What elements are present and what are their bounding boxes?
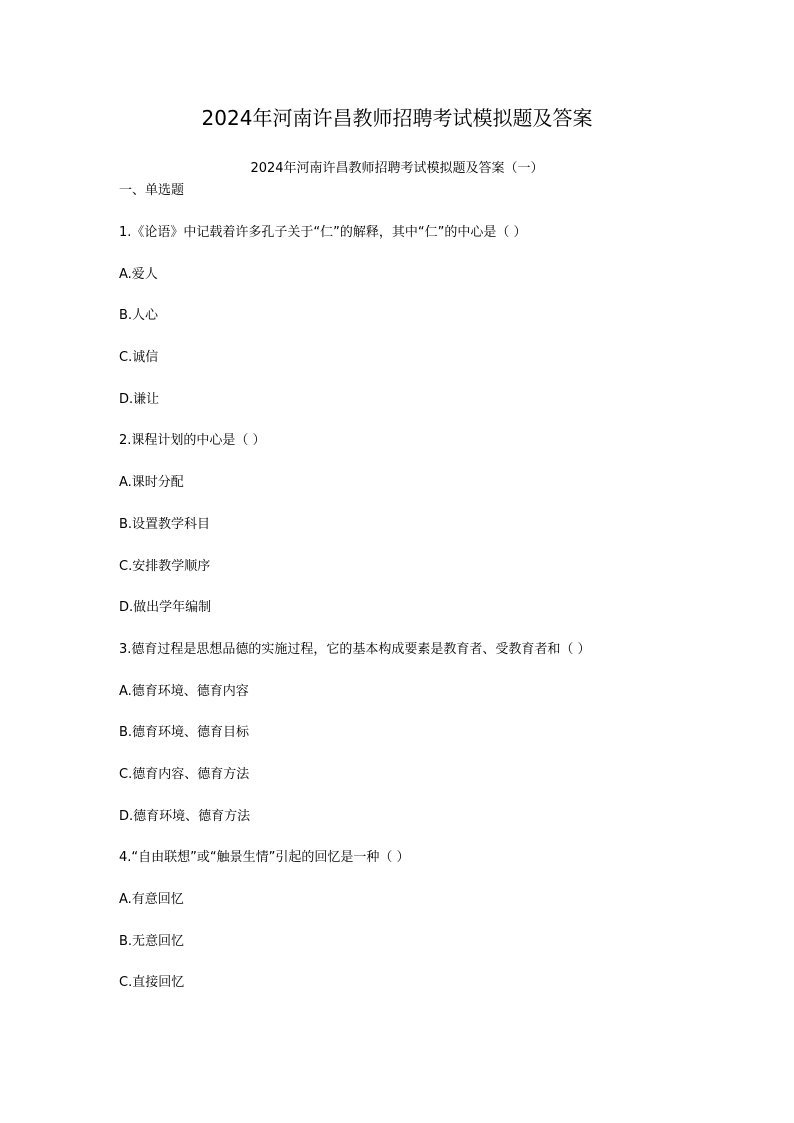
- answer-option: D.谦让: [119, 391, 160, 407]
- answer-option: B.德育环境、德育目标: [119, 725, 250, 741]
- question-list: [119, 222, 699, 1014]
- answer-option: A.有意回忆: [119, 892, 184, 907]
- answer-option: B.设置教学科目: [119, 516, 211, 532]
- document-subtitle: 2024年河南许昌教师招聘考试模拟题及答案（一）: [250, 161, 544, 176]
- answer-option: D.做出学年编制: [119, 600, 212, 616]
- question-stem: 1.《论语》中记载着许多孔子关于“仁”的解释，其中“仁”的中心是（ ）: [119, 225, 527, 240]
- answer-option: A.课时分配: [119, 475, 184, 491]
- answer-option: C.德育内容、德育方法: [119, 766, 250, 782]
- answer-option: C.直接回忆: [119, 975, 185, 991]
- document-title: 2024年河南许昌教师招聘考试模拟题及答案: [201, 106, 593, 130]
- answer-option: B.人心: [119, 308, 159, 324]
- answer-option: C.安排教学顺序: [119, 558, 211, 574]
- answer-option: A.爱人: [119, 266, 158, 282]
- section-heading: 一、单选题: [119, 183, 185, 198]
- question-stem: 3.德育过程是思想品德的实施过程，它的基本构成要素是教育者、受教育者和（ ）: [119, 641, 591, 657]
- answer-option: C.诚信: [119, 350, 159, 366]
- question-stem: 4.“自由联想”或“触景生情”引起的回忆是一种（ ）: [119, 850, 410, 866]
- question-stem: 2.课程计划的中心是（ ）: [119, 433, 266, 449]
- answer-option: B.无意回忆: [119, 933, 185, 949]
- answer-option: D.德育环境、德育方法: [119, 808, 251, 824]
- answer-option: A.德育环境、德育内容: [119, 683, 249, 699]
